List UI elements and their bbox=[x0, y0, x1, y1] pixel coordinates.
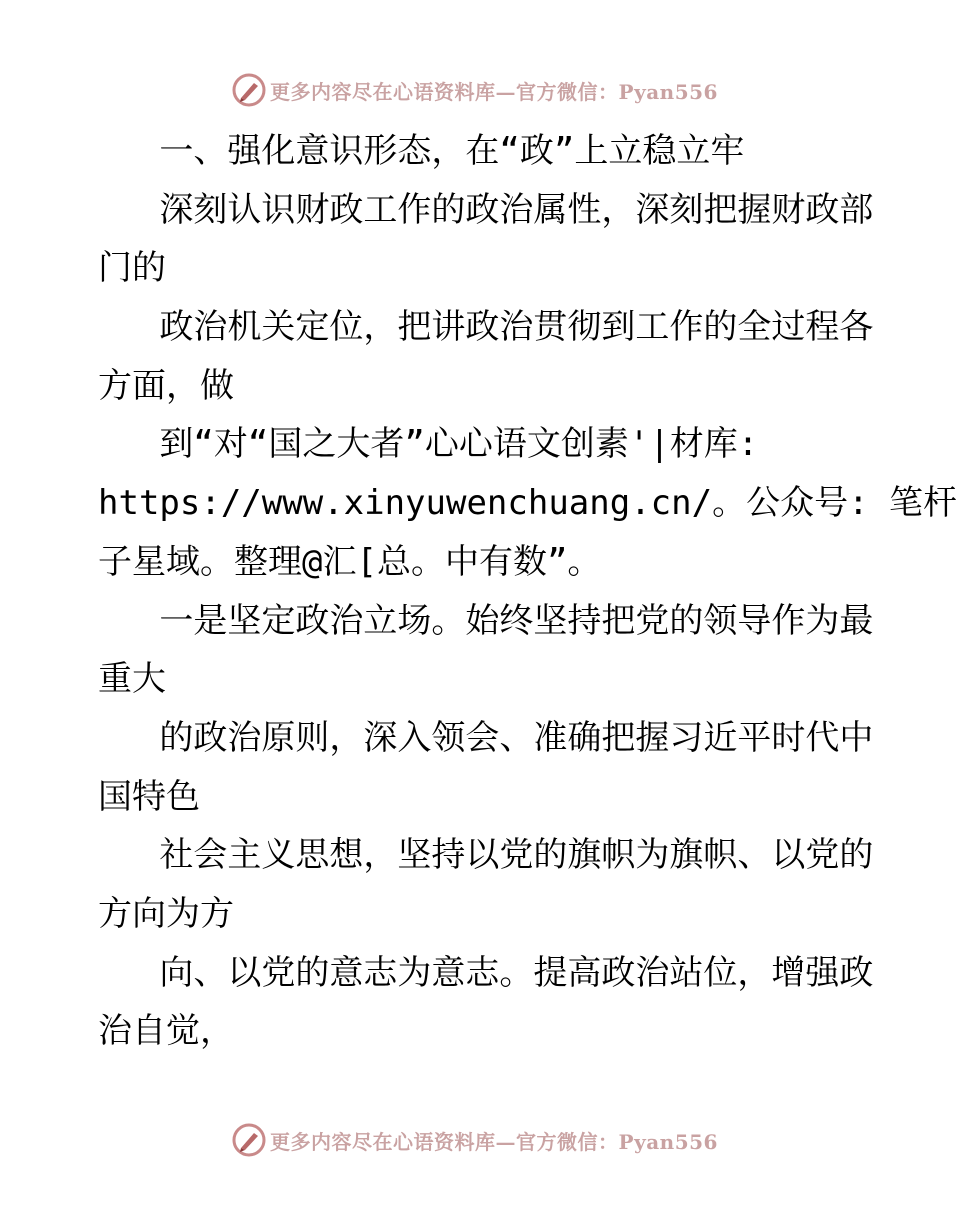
text-line: 向、以党的意志为意志。提高政治站位，增强政 bbox=[98, 952, 874, 993]
text-line: 国特色 bbox=[98, 776, 200, 817]
pen-badge-icon bbox=[232, 1123, 266, 1157]
text-line: 到“对“国之大者”心心语文创素'|材库: bbox=[98, 424, 759, 465]
text-line: 方向为方 bbox=[98, 893, 234, 934]
text-line: 门的 bbox=[98, 248, 166, 289]
watermark-text: 更多内容尽在心语资料库—官方微信：Pyan556 bbox=[270, 79, 718, 104]
text-line: 的政治原则，深入领会、准确把握习近平时代中 bbox=[98, 717, 874, 758]
text-line: 子星域。整理@汇[总。中有数”。 bbox=[98, 541, 602, 582]
text-line: 重大 bbox=[98, 659, 166, 700]
text-line: 社会主义思想，坚持以党的旗帜为旗帜、以党的 bbox=[98, 835, 874, 876]
text-line: 一、强化意识形态，在“政”上立稳立牢 bbox=[98, 131, 745, 171]
footer-watermark bbox=[0, 1120, 950, 1160]
text-line: 深刻认识财政工作的政治属性，深刻把握财政部 bbox=[98, 189, 874, 230]
document-body bbox=[98, 122, 957, 1061]
text-line: 治自觉， bbox=[98, 1011, 234, 1052]
text-line: https://www.xinyuwenchuang.cn/。公众号: 笔杆 bbox=[98, 483, 957, 524]
watermark-text: 更多内容尽在心语资料库—官方微信：Pyan556 bbox=[270, 1129, 718, 1154]
pen-badge-icon bbox=[232, 73, 266, 107]
text-line: 方面，做 bbox=[98, 365, 234, 406]
header-watermark bbox=[0, 70, 950, 110]
text-line: 一是坚定政治立场。始终坚持把党的领导作为最 bbox=[98, 600, 874, 641]
text-line: 政治机关定位，把讲政治贯彻到工作的全过程各 bbox=[98, 307, 874, 348]
